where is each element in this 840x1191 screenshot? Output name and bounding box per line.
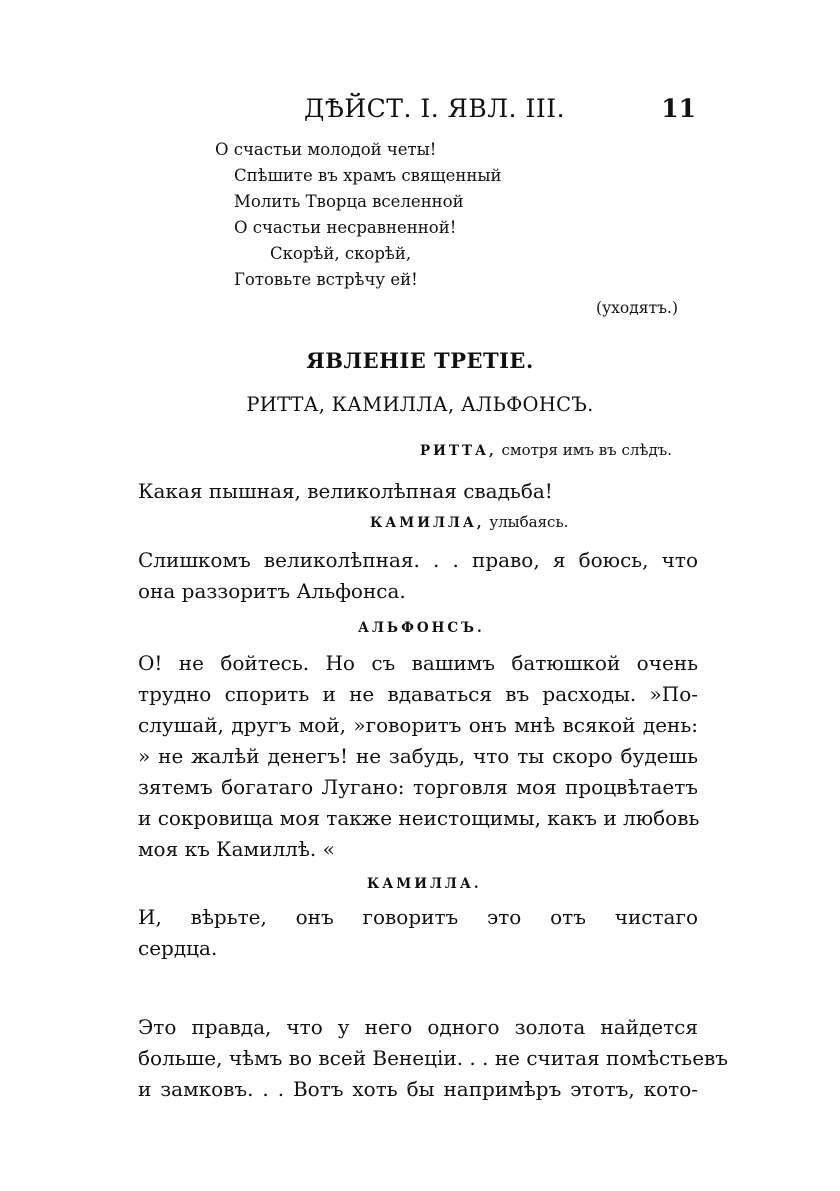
page-header xyxy=(304,94,696,130)
speaker-heading xyxy=(420,441,672,459)
continuation-block xyxy=(138,1012,729,1105)
speech-line: она раззоритъ Альфонса. xyxy=(138,579,406,603)
page-number: 11 xyxy=(661,94,696,123)
stage-direction: улыбаясь. xyxy=(489,513,569,531)
verse-line: Готовьте встрѣчу ей! xyxy=(234,270,418,289)
verse-line: Скорѣй, скорѣй, xyxy=(270,244,412,263)
running-head: ДѢЙСТ. I. ЯВЛ. III. xyxy=(304,94,566,123)
speech-block xyxy=(138,902,698,964)
speech-line: трудно спорить и не вдаваться въ расходы. »По- xyxy=(138,682,698,706)
speech-line: сердца. xyxy=(138,936,218,960)
speech-line: зятемъ богатаго Лугано: торговля моя процвѣтаетъ xyxy=(138,775,698,799)
speech-line: и замковъ. . . Вотъ хоть бы напримѣръ этотъ, кото- xyxy=(138,1077,698,1101)
stage-direction-exit: (уходятъ.) xyxy=(596,299,678,317)
speech-line: Какая пышная, великолѣпная свадьба! xyxy=(138,479,553,503)
speech-line: И, вѣрьте, онъ говоритъ это отъ чистаго xyxy=(138,905,698,929)
verse-line: Спѣшите въ храмъ священный xyxy=(234,166,502,185)
speech-block xyxy=(138,545,698,607)
verse-line: О счастьи молодой четы! xyxy=(215,140,437,159)
speech-line: Слишкомъ великолѣпная. . . право, я боюсь, что xyxy=(138,548,698,572)
speech-line: и сокровища моя также неистощимы, какъ и любовь xyxy=(138,806,700,830)
speech-block xyxy=(138,648,698,865)
stage-direction: смотря имъ въ слѣдъ. xyxy=(501,441,672,459)
speaker-heading xyxy=(358,618,485,636)
verse-line: О счастьи несравненной! xyxy=(234,218,457,237)
speech-line: Это правда, что у него одного золота найдется xyxy=(138,1015,698,1039)
scene-title: ЯВЛЕНIЕ ТРЕТIЕ. xyxy=(306,348,534,373)
speech-line: » не жалѣй денегъ! не забудь, что ты скоро будешь xyxy=(138,744,698,768)
speaker-name: КАМИЛЛА, xyxy=(370,515,485,531)
speech-line: О! не бойтесь. Но съ вашимъ батюшкой очень xyxy=(138,651,698,675)
verse-line: Молить Творца вселенной xyxy=(234,192,464,211)
speaker-heading xyxy=(367,874,482,892)
speech-line: слушай, другъ мой, »говоритъ онъ мнѣ всякой день: xyxy=(138,713,698,737)
scene-characters: РИТТА, КАМИЛЛА, АЛЬФОНСЪ. xyxy=(246,393,594,416)
speaker-name: КАМИЛЛА. xyxy=(367,876,482,892)
speech-line: моя къ Камиллѣ. « xyxy=(138,837,335,861)
speaker-name: АЛЬФОНСЪ. xyxy=(358,620,485,636)
speaker-name: РИТТА, xyxy=(420,443,497,459)
speech-block xyxy=(138,476,698,507)
speaker-heading xyxy=(370,513,568,531)
speech-line: больше, чѣмъ во всей Венецiи. . . не считая помѣстьевъ xyxy=(138,1046,729,1070)
